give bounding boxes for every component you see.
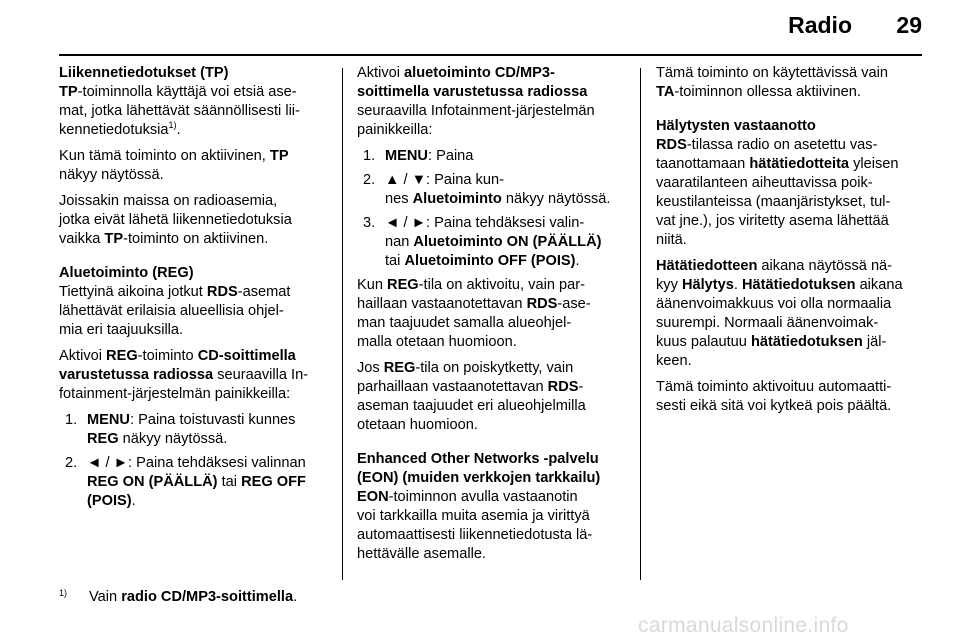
ta-paragraph: Tämä toiminto on käytettävissä vain TA-toiminnon ollessa aktiivinen. bbox=[656, 65, 888, 100]
reg-heading: Aluetoiminto (REG) bbox=[59, 265, 194, 281]
reg-paragraph: Tiettyinä aikoina jotkut RDS-asemat lähettävät erilaisia alueellisia ohjel- mia eri taajuuksilla. bbox=[59, 284, 291, 338]
tp-heading: Liikennetiedotukset (TP) bbox=[59, 65, 229, 81]
page-number: 29 bbox=[896, 12, 922, 38]
reg-activate-paragraph: Aktivoi REG-toiminto CD-soittimella varustetussa radiossa seuraavilla In- fotainment-järjestelmän painikkeilla: bbox=[59, 348, 309, 402]
tp-note-paragraph: Joissakin maissa on radioasemia, jotka eivät lähetä liikennetiedotuksia vaikka TP-toiminto on aktiivinen. bbox=[59, 193, 292, 247]
column-divider-1 bbox=[342, 68, 343, 580]
footnote-text: Vain radio CD/MP3-soittimella. bbox=[89, 589, 298, 605]
column-1 bbox=[59, 64, 335, 516]
mp3-step-3: 3. ◄ / ►: Paina tehdäksesi valin- nan Aluetoiminto ON (PÄÄLLÄ) tai Aluetoiminto OFF (POIS). bbox=[363, 215, 602, 269]
footnote-ref: 1) bbox=[168, 120, 177, 131]
tp-paragraph: TP-toiminnolla käyttäjä voi etsiä ase- mat, jotka lähettävät säännöllisesti lii- kennetiedotuksia$^{1)}$. bbox=[59, 84, 300, 138]
column-divider-2 bbox=[640, 68, 641, 580]
reg-mp3-paragraph: Aktivoi aluetoiminto CD/MP3- soittimella varustetussa radiossa seuraavilla Infotainment-järjestelmän painikkeilla: bbox=[357, 65, 595, 138]
header-rule bbox=[59, 54, 922, 56]
reg-off-paragraph: Jos REG-tila on poiskytketty, vain parhaillaan vastaanotettavan RDS- aseman taajuudet eri alueohjelmilla otetaan huomioon. bbox=[357, 360, 586, 433]
footnote-marker: 1) bbox=[59, 588, 68, 598]
column-3 bbox=[656, 64, 926, 423]
section-title: Radio bbox=[788, 12, 852, 38]
reg-on-paragraph: Kun REG-tila on aktivoitu, vain par- haillaan vastaanotettavan RDS-ase- man taajuudet samalla alueohjel- malla otetaan huomioon. bbox=[357, 277, 591, 350]
eon-paragraph: EON-toiminnon avulla vastaanotin voi tarkkailla muita asemia ja virittyä automaattisesti liikennetiedotusta lä- hettävälle asemalle. bbox=[357, 489, 593, 562]
alarm-paragraph: RDS-tilassa radio on asetettu vas- taanottamaan hätätiedotteita yleisen vaaratilanteen aiheuttavissa poik- keustilanteissa (maanjäristykset, tul- vat jne.), jos viritetty asema lähettää niitä. bbox=[656, 137, 899, 248]
alarm-heading: Hälytysten vastaanotto bbox=[656, 118, 816, 134]
reg-step-1: 1. MENU: Paina toistuvasti kunnes REG näkyy näytössä. bbox=[65, 412, 296, 447]
mp3-step-1: 1. MENU: Paina bbox=[363, 148, 474, 164]
mp3-step-2: 2. ▲ / ▼: Paina kun- nes Aluetoiminto näkyy näytössä. bbox=[363, 172, 611, 207]
auto-activate-paragraph: Tämä toiminto aktivoituu automaatti- sesti eikä sitä voi kytkeä pois päältä. bbox=[656, 379, 892, 414]
alarm-display-paragraph: Hätätiedotteen aikana näytössä nä- kyy Hälytys. Hätätiedotuksen aikana äänenvoimakkuus voi olla normaalia suurempi. Normaali äänenvoimak- kuus palautuu hätätiedotuksen jäl- keen. bbox=[656, 258, 903, 369]
tp-active-paragraph: Kun tämä toiminto on aktiivinen, TP näkyy näytössä. bbox=[59, 148, 289, 183]
eon-heading: Enhanced Other Networks -palvelu (EON) (muiden verkkojen tarkkailu) bbox=[357, 451, 601, 486]
watermark: carmanualsonline.info bbox=[638, 614, 849, 637]
reg-step-2: 2. ◄ / ►: Paina tehdäksesi valinnan REG ON (PÄÄLLÄ) tai REG OFF (POIS). bbox=[65, 455, 306, 509]
column-2 bbox=[357, 64, 633, 571]
